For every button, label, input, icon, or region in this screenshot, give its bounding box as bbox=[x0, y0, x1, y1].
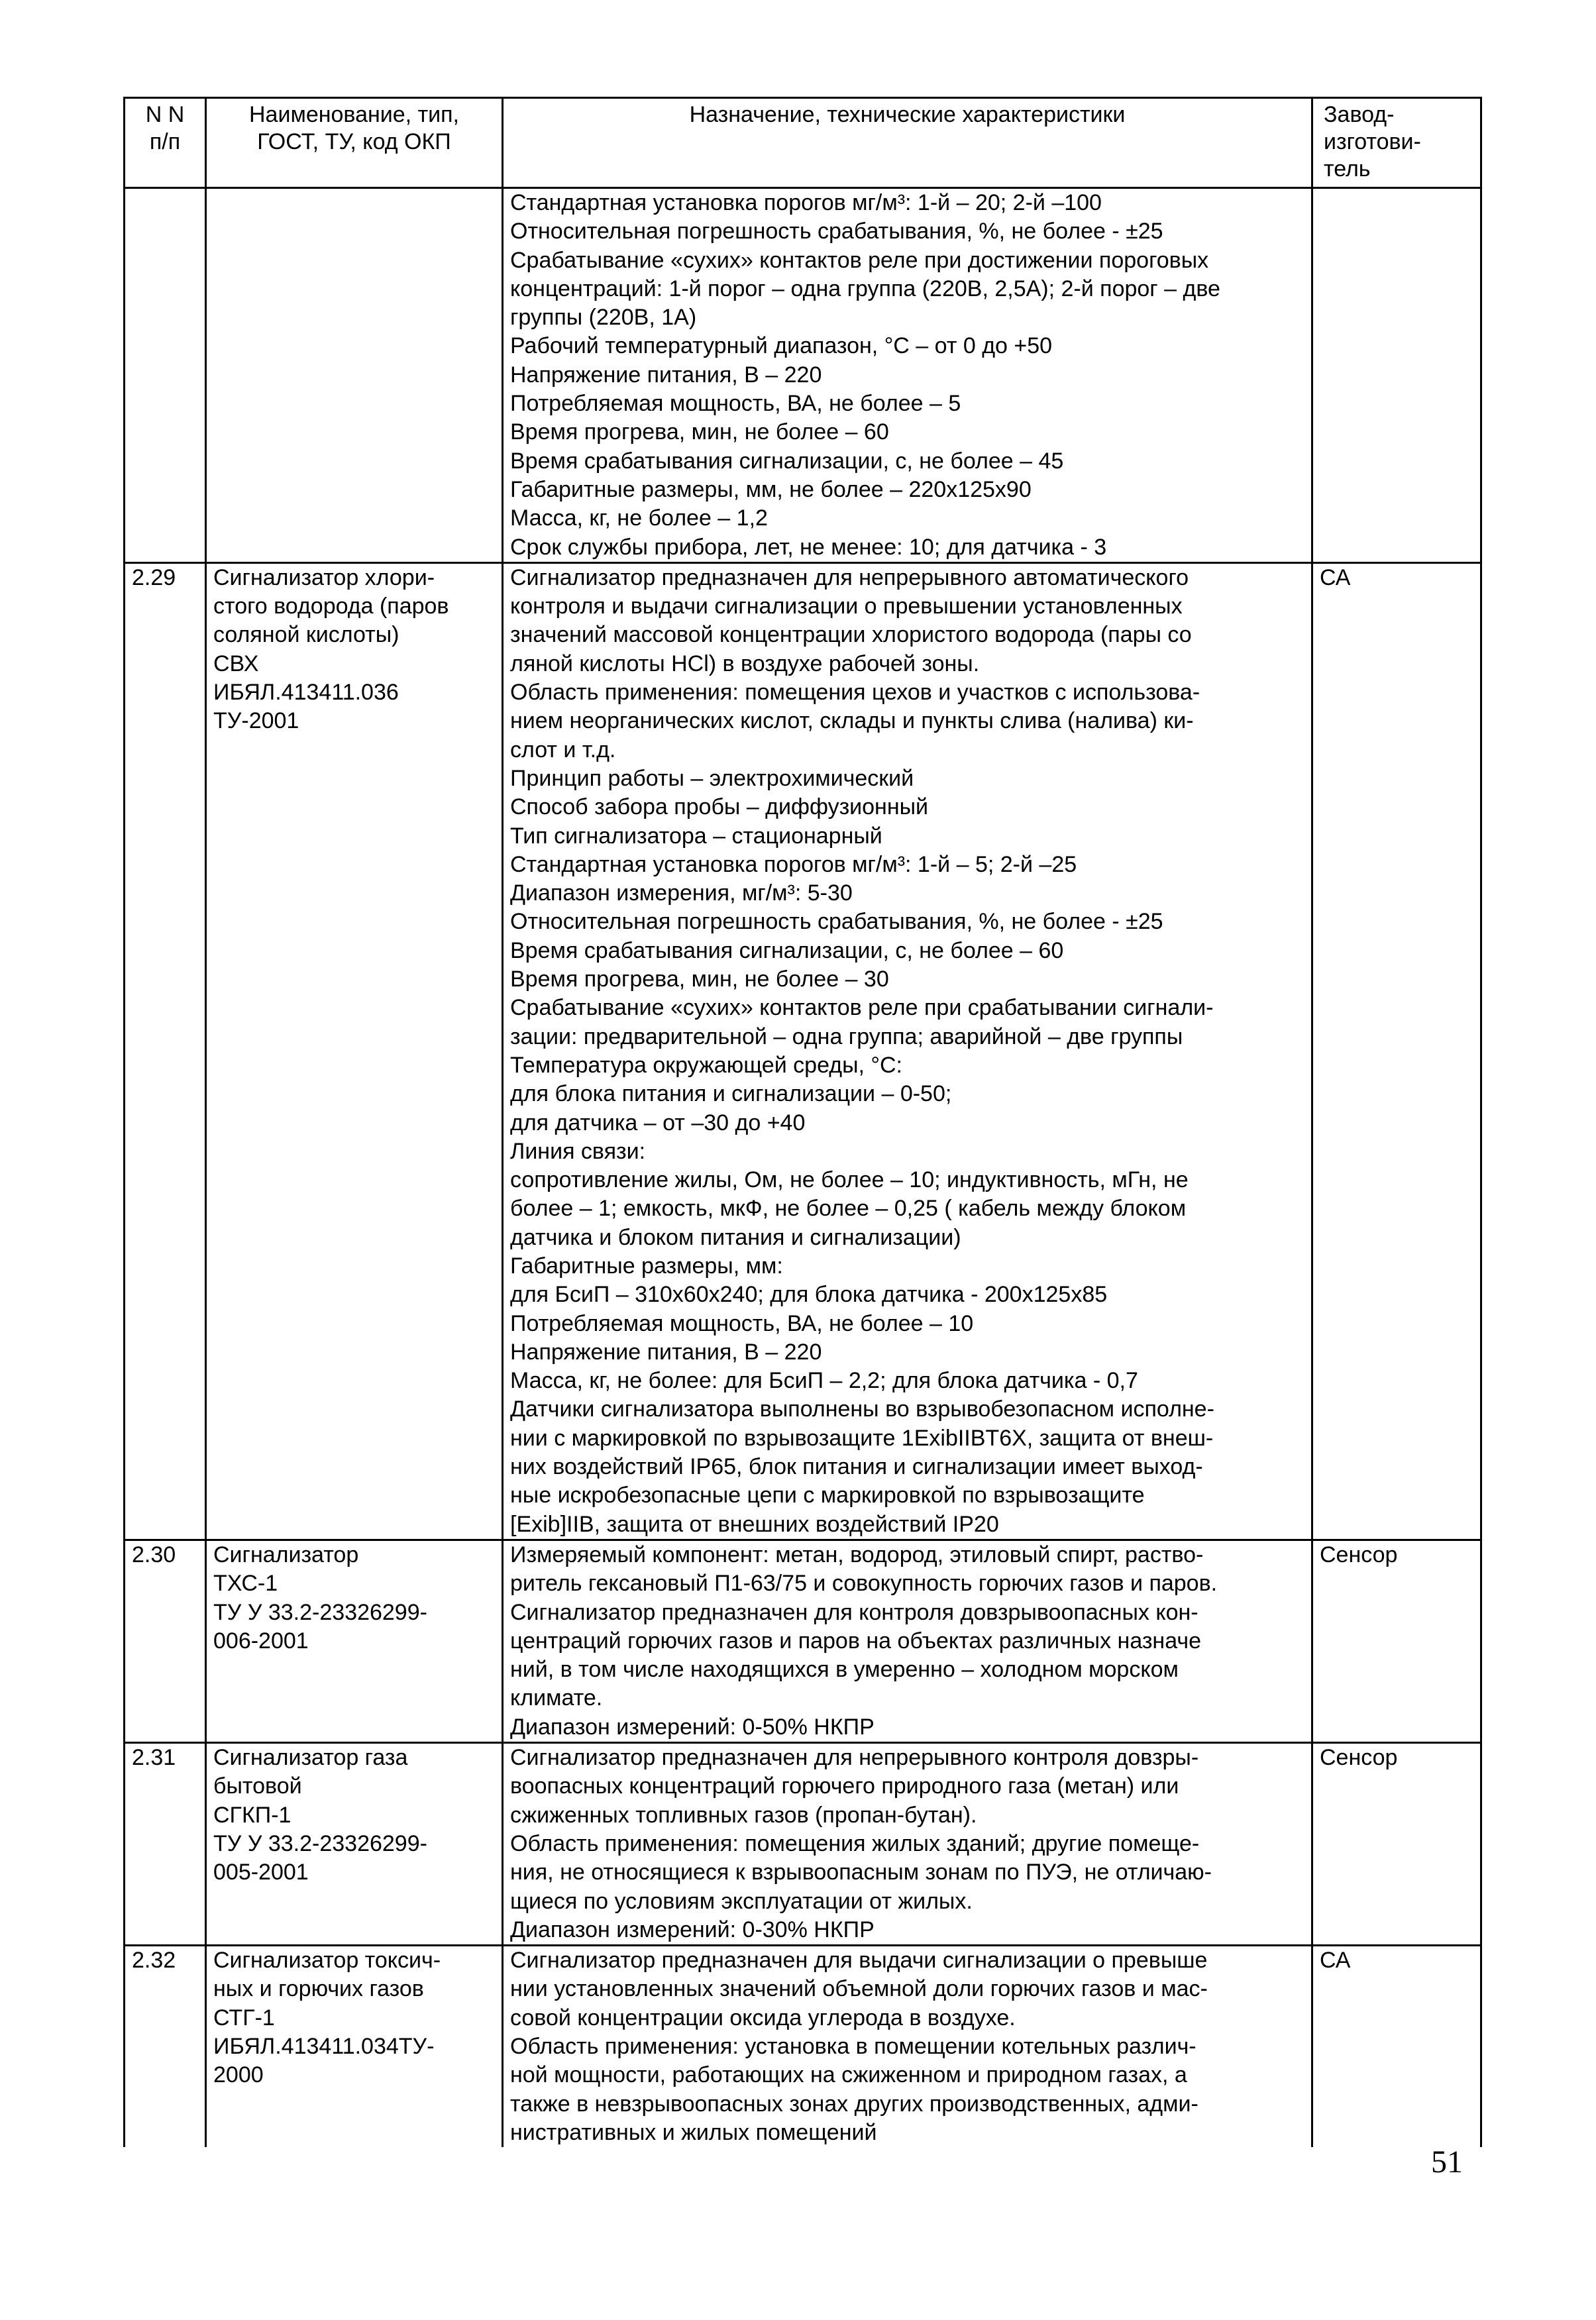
manufacturer-cell bbox=[1312, 1743, 1481, 1946]
product-description-line: концентраций: 1-й порог – одна группа (220В, 2,5А); 2-й порог – две bbox=[510, 276, 1220, 301]
product-name-line: Сигнализатор хлори- bbox=[213, 564, 435, 590]
product-description-line: ний, в том числе находящихся в умеренно – холодном морском bbox=[510, 1657, 1179, 1683]
product-description-line: Температура окружающей среды, °С: bbox=[510, 1052, 902, 1078]
product-description-line: сжиженных топливных газов (пропан-бутан). bbox=[510, 1802, 977, 1828]
product-name-cell bbox=[206, 1540, 503, 1742]
product-description-line: группы (220В, 1А) bbox=[510, 305, 697, 331]
product-description-line: нии установленных значений объемной доли горючих газов и мас- bbox=[510, 1976, 1208, 2002]
product-description-line: ной мощности, работающих на сжиженном и природном газах, а bbox=[510, 2062, 1187, 2088]
row-number-line: 2.30 bbox=[132, 1542, 176, 1567]
product-description-line: Тип сигнализатора – стационарный bbox=[510, 823, 882, 849]
manufacturer-line: СА bbox=[1320, 1948, 1351, 1974]
product-description-line: нии с маркировкой по взрывозащите 1ExibIIBT6X, защита от внеш- bbox=[510, 1425, 1214, 1451]
product-description-line: Область применения: установка в помещении котельных различ- bbox=[510, 2034, 1197, 2059]
product-description-line: Принцип работы – электрохимический bbox=[510, 765, 914, 791]
manufacturer-cell bbox=[1312, 1946, 1481, 2148]
manufacturer-cell bbox=[1312, 562, 1481, 1540]
table-row bbox=[125, 188, 1481, 563]
product-name-line: СТГ-1 bbox=[213, 2005, 275, 2030]
product-description-line: совой концентрации оксида углерода в воздухе. bbox=[510, 2005, 1016, 2030]
header-name-line: ГОСТ, ТУ, код ОКП bbox=[257, 129, 451, 154]
product-name-line: ТУ У 33.2-23326299- bbox=[213, 1599, 427, 1625]
row-number-cell bbox=[125, 1743, 206, 1946]
product-description-line: Способ забора пробы – диффузионный bbox=[510, 794, 929, 820]
product-description-line: воопасных концентраций горючего природного газа (метан) или bbox=[510, 1773, 1179, 1799]
header-name bbox=[206, 98, 503, 188]
manufacturer-line: Сенсор bbox=[1320, 1745, 1398, 1771]
product-name-cell bbox=[206, 188, 503, 563]
row-number-cell bbox=[125, 562, 206, 1540]
manufacturer-cell bbox=[1312, 188, 1481, 563]
product-description-cell bbox=[503, 562, 1312, 1540]
product-description-cell bbox=[503, 1946, 1312, 2148]
product-name-cell bbox=[206, 562, 503, 1540]
product-description-line: контроля и выдачи сигнализации о превышении установленных bbox=[510, 594, 1183, 619]
product-description-line: Время срабатывания сигнализации, с, не более – 60 bbox=[510, 937, 1064, 963]
manufacturer-cell bbox=[1312, 1540, 1481, 1742]
product-description-line: Масса, кг, не более – 1,2 bbox=[510, 505, 768, 531]
row-number-cell bbox=[125, 188, 206, 563]
product-description-line: Напряжение питания, В – 220 bbox=[510, 1339, 822, 1365]
product-name-cell bbox=[206, 1946, 503, 2148]
header-manufacturer-line: изготови- bbox=[1324, 129, 1421, 154]
header-manufacturer-line: тель bbox=[1324, 156, 1371, 182]
product-description-line: Габаритные размеры, мм: bbox=[510, 1253, 783, 1279]
product-name-line: ных и горючих газов bbox=[213, 1976, 424, 2002]
product-description-cell bbox=[503, 1743, 1312, 1946]
table-row bbox=[125, 562, 1481, 1540]
header-number-line: п/п bbox=[149, 129, 181, 154]
row-number-line: 2.31 bbox=[132, 1745, 176, 1771]
table-row bbox=[125, 1946, 1481, 2148]
product-description-cell bbox=[503, 1540, 1312, 1742]
header-manufacturer bbox=[1312, 98, 1481, 188]
product-description-line: Диапазон измерений: 0-30% НКПР bbox=[510, 1917, 875, 1942]
spec-table bbox=[123, 97, 1482, 2147]
product-name-line: СВХ bbox=[213, 651, 259, 676]
product-description-line: зации: предварительной – одна группа; аварийной – две группы bbox=[510, 1024, 1183, 1049]
product-description-line: щиеся по условиям эксплуатации от жилых. bbox=[510, 1888, 973, 1914]
product-description-cell bbox=[503, 188, 1312, 563]
product-name-line: бытовой bbox=[213, 1773, 302, 1799]
product-description-line: Масса, кг, не более: для БсиП – 2,2; для блока датчика - 0,7 bbox=[510, 1368, 1138, 1394]
product-name-line: ТУ-2001 bbox=[213, 708, 299, 734]
product-name-line: Сигнализатор газа bbox=[213, 1745, 408, 1771]
product-description-line: Габаритные размеры, мм, не более – 220х125х90 bbox=[510, 476, 1032, 502]
product-description-line: Время прогрева, мин, не более – 60 bbox=[510, 419, 889, 445]
product-description-line: Срок службы прибора, лет, не менее: 10; для датчика - 3 bbox=[510, 534, 1107, 560]
product-name-line: Сигнализатор bbox=[213, 1542, 359, 1567]
product-description-line: Область применения: помещения жилых зданий; другие помеще- bbox=[510, 1830, 1200, 1856]
product-description-line: нистративных и жилых помещений bbox=[510, 2119, 877, 2145]
product-name-line: СГКП-1 bbox=[213, 1802, 292, 1828]
product-description-line: Относительная погрешность срабатывания, %, не более - ±25 bbox=[510, 219, 1163, 244]
row-number-line: 2.32 bbox=[132, 1948, 176, 1974]
product-description-line: для БсиП – 310х60х240; для блока датчика - 200х125х85 bbox=[510, 1282, 1108, 1308]
product-description-line: Потребляемая мощность, ВА, не более – 10 bbox=[510, 1310, 974, 1336]
product-description-line: Диапазон измерения, мг/м³: 5-30 bbox=[510, 880, 853, 906]
page-number: 51 bbox=[1431, 2144, 1463, 2180]
product-name-line: Сигнализатор токсич- bbox=[213, 1948, 441, 1974]
product-description-line: Напряжение питания, В – 220 bbox=[510, 362, 822, 388]
product-name-line: 006-2001 bbox=[213, 1628, 309, 1654]
table-row bbox=[125, 1540, 1481, 1742]
table-row bbox=[125, 1743, 1481, 1946]
row-number-line: 2.29 bbox=[132, 564, 176, 590]
product-description-line: Рабочий температурный диапазон, °С – от 0 до +50 bbox=[510, 333, 1053, 359]
row-number-cell bbox=[125, 1946, 206, 2148]
product-description-line: Сигнализатор предназначен для непрерывного автоматического bbox=[510, 564, 1189, 590]
product-description-line: Время прогрева, мин, не более – 30 bbox=[510, 967, 889, 992]
product-description-line: Сигнализатор предназначен для непрерывного контроля довзры- bbox=[510, 1745, 1199, 1771]
product-description-line: Диапазон измерений: 0-50% НКПР bbox=[510, 1714, 875, 1740]
product-description-line: для блока питания и сигнализации – 0-50; bbox=[510, 1081, 952, 1107]
manufacturer-line: Сенсор bbox=[1320, 1542, 1398, 1567]
product-description-line: более – 1; емкость, мкФ, не более – 0,25 ( кабель между блоком bbox=[510, 1196, 1187, 1222]
header-manufacturer-line: Завод- bbox=[1324, 102, 1395, 127]
table-header bbox=[125, 98, 1481, 188]
manufacturer-line: СА bbox=[1320, 564, 1351, 590]
product-description-line: значений массовой концентрации хлористого водорода (пары со bbox=[510, 622, 1192, 648]
product-description-line: Стандартная установка порогов мг/м³: 1-й – 20; 2-й –100 bbox=[510, 190, 1102, 215]
header-number bbox=[125, 98, 206, 188]
product-description-line: для датчика – от –30 до +40 bbox=[510, 1110, 806, 1135]
product-name-line: стого водорода (паров bbox=[213, 594, 449, 619]
product-description-line: Потребляемая мощность, ВА, не более – 5 bbox=[510, 391, 961, 417]
product-description-line: сопротивление жилы, Ом, не более – 10; индуктивность, мГн, не bbox=[510, 1167, 1189, 1193]
product-description-line: Сигнализатор предназначен для выдачи сигнализации о превыше bbox=[510, 1948, 1208, 1974]
header-number-line: N N bbox=[145, 102, 185, 127]
product-description-line: Область применения: помещения цехов и участков с использова- bbox=[510, 680, 1200, 706]
product-name-line: ИБЯЛ.413411.036 bbox=[213, 680, 399, 706]
table-body bbox=[125, 188, 1481, 2148]
product-description-line: Срабатывание «сухих» контактов реле при достижении пороговых bbox=[510, 247, 1209, 273]
product-description-line: Линия связи: bbox=[510, 1138, 646, 1164]
product-description-line: Время срабатывания сигнализации, с, не более – 45 bbox=[510, 448, 1064, 474]
product-name-cell bbox=[206, 1743, 503, 1946]
product-name-line: 005-2001 bbox=[213, 1860, 309, 1885]
product-description-line: Стандартная установка порогов мг/м³: 1-й – 5; 2-й –25 bbox=[510, 851, 1077, 877]
product-description-line: [Exib]IIB, защита от внешних воздействий IP20 bbox=[510, 1511, 999, 1537]
product-description-line: ляной кислоты HCl) в воздухе рабочей зоны. bbox=[510, 651, 980, 676]
product-description-line: ния, не относящиеся к взрывоопасным зонам по ПУЭ, не отличаю- bbox=[510, 1860, 1212, 1885]
product-description-line: Измеряемый компонент: метан, водород, этиловый спирт, раство- bbox=[510, 1542, 1204, 1567]
product-name-line: ТУ У 33.2-23326299- bbox=[213, 1830, 427, 1856]
header-description-line: Назначение, технические характеристики bbox=[689, 102, 1126, 127]
product-name-line: ТХС-1 bbox=[213, 1571, 278, 1597]
product-name-line: соляной кислоты) bbox=[213, 622, 399, 648]
product-description-line: датчика и блоком питания и сигнализации) bbox=[510, 1224, 961, 1250]
product-name-line: ИБЯЛ.413411.034ТУ- bbox=[213, 2034, 435, 2059]
header-name-line: Наименование, тип, bbox=[248, 102, 459, 127]
product-description-line: нием неорганических кислот, склады и пункты слива (налива) ки- bbox=[510, 708, 1194, 734]
product-description-line: Сигнализатор предназначен для контроля довзрывоопасных кон- bbox=[510, 1599, 1198, 1625]
product-description-line: ные искробезопасные цепи с маркировкой по взрывозащите bbox=[510, 1483, 1145, 1508]
row-number-cell bbox=[125, 1540, 206, 1742]
product-name-line: 2000 bbox=[213, 2062, 264, 2088]
header-description bbox=[503, 98, 1312, 188]
product-description-line: слот и т.д. bbox=[510, 737, 616, 763]
product-description-line: Датчики сигнализатора выполнены во взрывобезопасном исполне- bbox=[510, 1397, 1214, 1422]
product-description-line: Срабатывание «сухих» контактов реле при срабатывании сигнали- bbox=[510, 995, 1214, 1021]
product-description-line: ритель гексановый П1-63/75 и совокупность горючих газов и паров. bbox=[510, 1571, 1218, 1597]
product-description-line: центраций горючих газов и паров на объектах различных назначе bbox=[510, 1628, 1201, 1654]
product-description-line: Относительная погрешность срабатывания, %, не более - ±25 bbox=[510, 909, 1163, 935]
product-description-line: также в невзрывоопасных зонах других производственных, адми- bbox=[510, 2091, 1198, 2117]
product-description-line: климате. bbox=[510, 1685, 603, 1711]
product-description-line: них воздействий IP65, блок питания и сигнализации имеет выход- bbox=[510, 1454, 1203, 1480]
